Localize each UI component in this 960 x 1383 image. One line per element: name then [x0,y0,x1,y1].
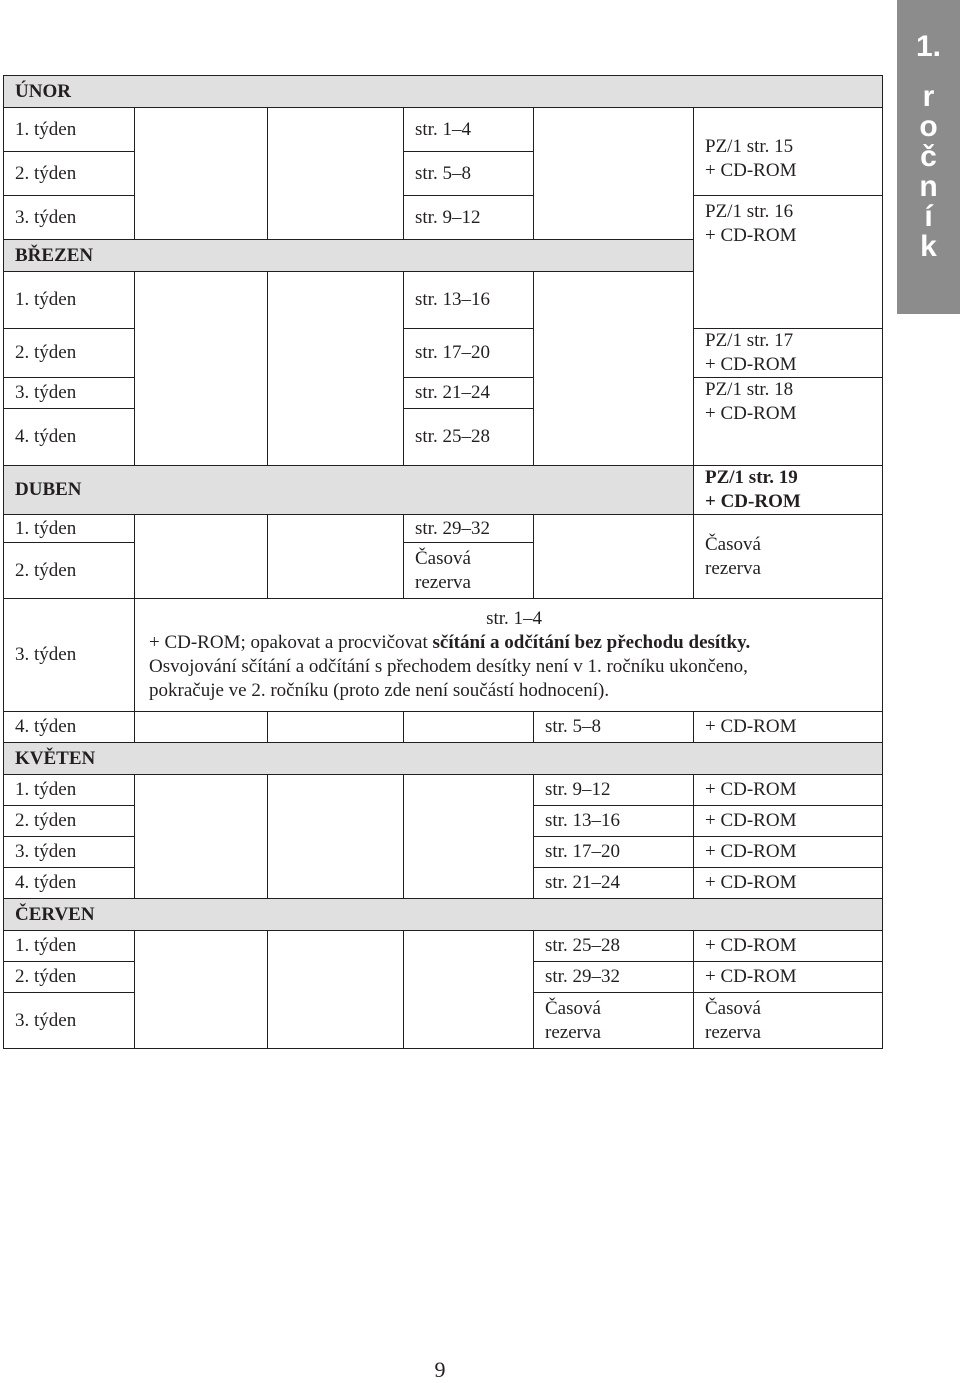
note-line: + CD-ROM; opakovat a procvičovat sčítání a odčítání bez přechodu desítky. [149,632,751,653]
page-range: str. 17–20 [534,837,694,868]
page-range: str. 9–12 [534,775,694,806]
note-line: Osvojování sčítání a odčítání s přechodem desítky není v 1. ročníku ukončeno, [149,656,748,677]
page-range: str. 29–32 [534,962,694,993]
week-label: 2. týden [4,962,135,993]
month-heading: ÚNOR [4,76,883,108]
revision-note [135,599,883,712]
page-range: str. 25–28 [404,409,534,466]
workbook-ref: PZ/1 str. 16 + CD-ROM [694,196,883,329]
week-label: 3. týden [4,599,135,712]
cd-rom-ref: + CD-ROM [694,868,883,899]
grade-side-tab [897,0,960,314]
week-label: 3. týden [4,196,135,240]
month-row-apr [4,466,883,515]
reserve-note: Časová rezerva [534,993,694,1049]
grade-label [897,82,960,262]
month-row-feb [4,76,883,108]
week-label: 2. týden [4,806,135,837]
page-range: str. 21–24 [534,868,694,899]
week-label: 1. týden [4,515,135,543]
week-label: 4. týden [4,712,135,743]
grade-letter: n [919,170,938,203]
lesson-plan-table [3,75,883,1049]
page-number: 9 [434,1357,446,1382]
week-label: 1. týden [4,775,135,806]
note-page-range: str. 1–4 [486,608,543,629]
cd-rom-ref: + CD-ROM [694,806,883,837]
grade-letter: r [922,80,935,113]
workbook-ref: PZ/1 str. 19 + CD-ROM [694,466,883,515]
workbook-ref: PZ/1 str. 15 + CD-ROM [694,108,883,196]
table-row [4,712,883,743]
table-row [4,775,883,806]
month-row-may [4,743,883,775]
month-heading: KVĚTEN [4,743,883,775]
page-range: str. 21–24 [404,378,534,409]
workbook-ref: PZ/1 str. 18 + CD-ROM [694,378,883,466]
month-heading: ČERVEN [4,899,883,931]
grade-letter: č [920,140,937,173]
week-label: 3. týden [4,993,135,1049]
page-range: str. 29–32 [404,515,534,543]
page-range: str. 17–20 [404,329,534,378]
week-label: 3. týden [4,837,135,868]
reserve-note: Časová rezerva [404,543,534,599]
week-label: 2. týden [4,543,135,599]
week-label: 4. týden [4,409,135,466]
cd-rom-ref: + CD-ROM [694,712,883,743]
month-heading: DUBEN [4,466,694,515]
reserve-note: Časová rezerva [694,993,883,1049]
page-range: str. 25–28 [534,931,694,962]
table-row [4,108,883,152]
week-label: 4. týden [4,868,135,899]
table-row [4,931,883,962]
note-line: pokračuje ve 2. ročníku (proto zde není součástí hodnocení). [149,680,610,701]
reserve-note: Časová rezerva [694,515,883,599]
month-heading: BŘEZEN [4,240,694,272]
table-row [4,599,883,712]
page-range: str. 13–16 [404,272,534,329]
week-label: 3. týden [4,378,135,409]
grade-letter: k [920,230,937,263]
week-label: 1. týden [4,272,135,329]
page-range: str. 5–8 [534,712,694,743]
cd-rom-ref: + CD-ROM [694,775,883,806]
page-range: str. 5–8 [404,152,534,196]
month-row-jun [4,899,883,931]
workbook-ref: PZ/1 str. 17 + CD-ROM [694,329,883,378]
week-label: 2. týden [4,152,135,196]
grade-letter: o [919,110,938,143]
cd-rom-ref: + CD-ROM [694,931,883,962]
week-label: 1. týden [4,108,135,152]
grade-letter: í [924,200,933,233]
grade-number: 1. [915,30,942,63]
cd-rom-ref: + CD-ROM [694,962,883,993]
page-range: str. 1–4 [404,108,534,152]
page-range: str. 9–12 [404,196,534,240]
week-label: 1. týden [4,931,135,962]
week-label: 2. týden [4,329,135,378]
cd-rom-ref: + CD-ROM [694,837,883,868]
table-row [4,515,883,543]
page-range: str. 13–16 [534,806,694,837]
